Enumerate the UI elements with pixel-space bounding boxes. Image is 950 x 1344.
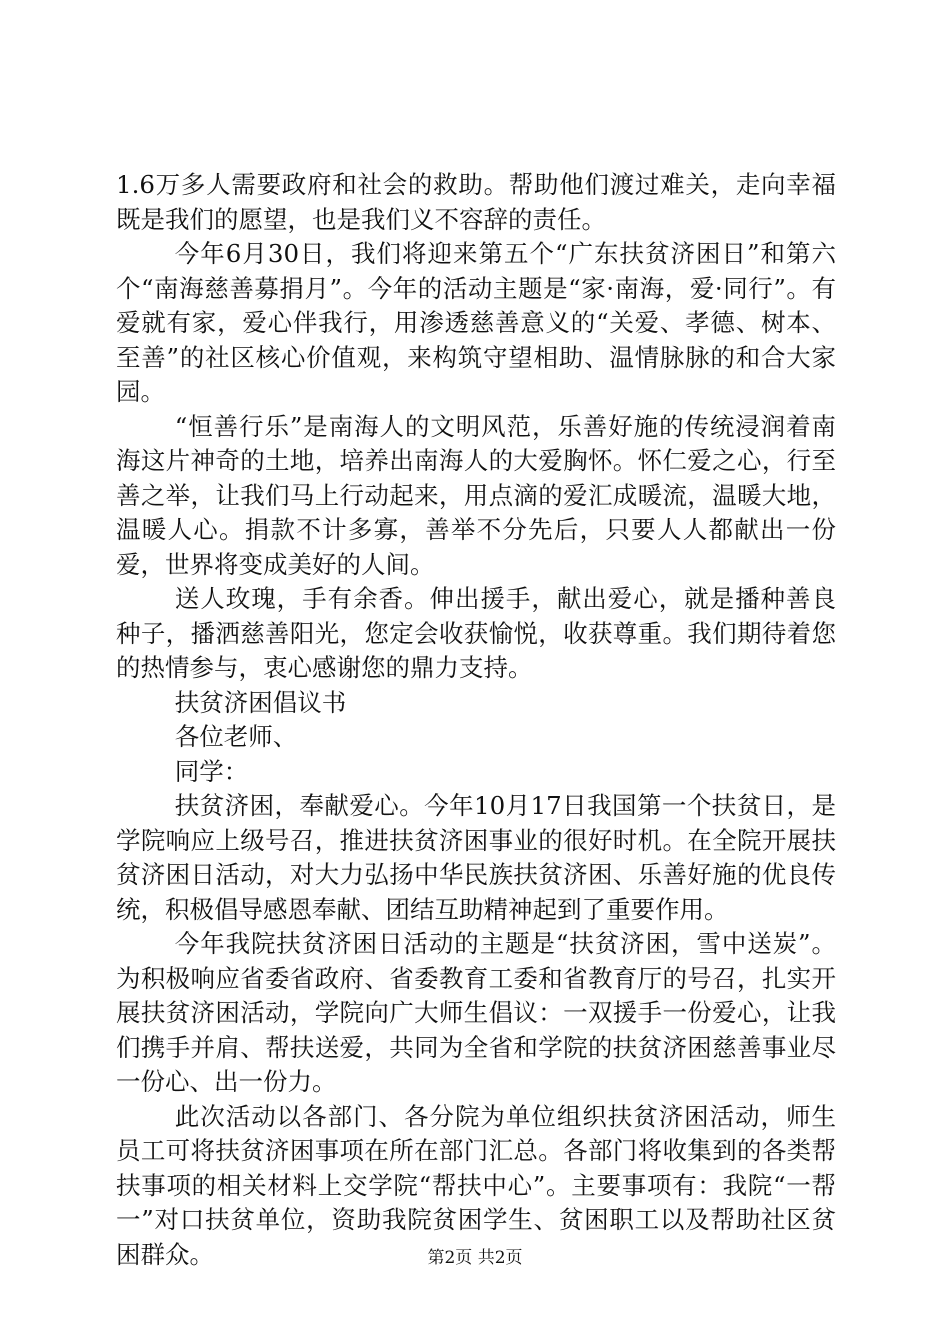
page-footer: 第2页 共2页 [427,1248,523,1268]
document-body [116,168,836,1272]
paragraph-roses: 送人玫瑰，手有余香。伸出援手，献出爱心，就是播种善良种子，播洒慈善阳光，您定会收获愉悦，收获尊重。我们期待着您的热情参与，衷心感谢您的鼎力支持。 [116,584,836,682]
paragraph-activity-theme: 今年6月30日，我们将迎来第五个“广东扶贫济困日”和第六个“南海慈善募捐月”。今年的活动主题是“家·南海，爱·同行”。有爱就有家，爱心伴我行，用渗透慈善意义的“关爱、孝德、树本、至善”的社区核心价值观，来构筑守望相助、温情脉脉的和合大家园。 [116,239,836,406]
salutation-teachers: 各位老师、 [174,722,298,751]
paragraph-nanhai-charity: “恒善行乐”是南海人的文明风范，乐善好施的传统浸润着南海这片神奇的土地，培养出南海人的大爱胸怀。怀仁爱之心，行至善之举，让我们马上行动起来，用点滴的爱汇成暖流，温暖大地，温暖人心。捐款不计多寡，善举不分先后，只要人人都献出一份爱，世界将变成美好的人间。 [116,411,836,579]
section-title: 扶贫济困倡议书 [174,687,347,717]
paragraph-continuation: 1.6万多人需要政府和社会的救助。帮助他们渡过难关，走向幸福既是我们的愿望，也是我们义不容辞的责任。 [116,170,836,234]
paragraph-theme-proposal: 今年我院扶贫济困日活动的主题是“扶贫济困，雪中送炭”。为积极响应省委省政府、省委教育工委和省教育厅的号召，扎实开展扶贫济困活动，学院向广大师生倡议：一双援手一份爱心，让我们携手并肩、帮扶送爱，共同为全省和学院的扶贫济困慈善事业尽一份心、出一份力。 [116,929,836,1096]
paragraph-organization: 此次活动以各部门、各分院为单位组织扶贫济困活动，师生员工可将扶贫济困事项在所在部门汇总。各部门将收集到的各类帮扶事项的相关材料上交学院“帮扶中心”。主要事项有：我院“一帮一”对口扶贫单位，资助我院贫困学生、贫困职工以及帮助社区贫困群众。 [116,1101,836,1269]
salutation-students: 同学： [174,756,249,786]
paragraph-poverty-day: 扶贫济困，奉献爱心。今年10月17日我国第一个扶贫日，是学院响应上级号召，推进扶贫济困事业的很好时机。在全院开展扶贫济困日活动，对大力弘扬中华民族扶贫济困、乐善好施的优良传统，积极倡导感恩奉献、团结互助精神起到了重要作用。 [116,791,836,924]
